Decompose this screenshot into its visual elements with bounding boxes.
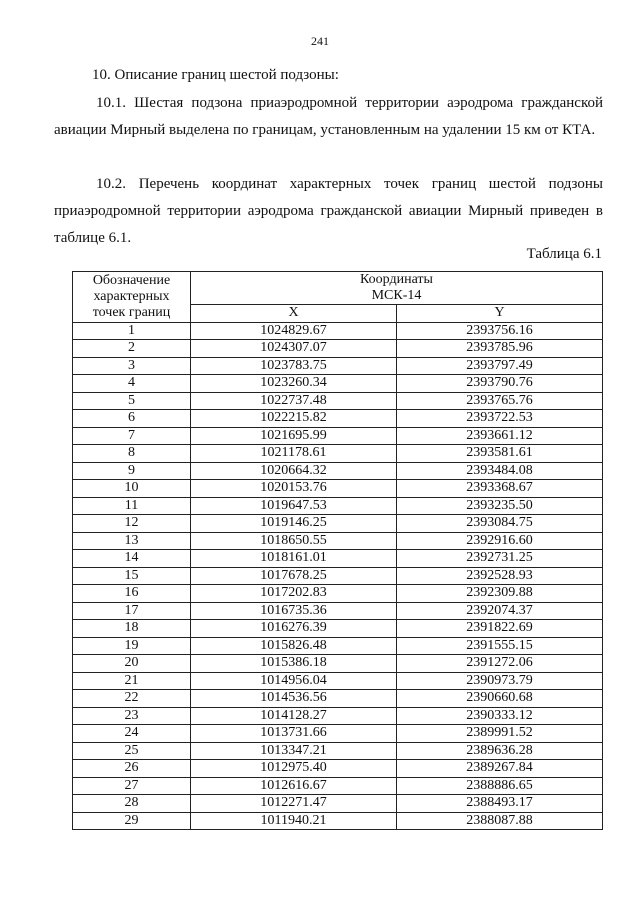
point-number-cell: 16	[73, 585, 191, 603]
point-number-cell: 1	[73, 322, 191, 340]
x-coordinate-cell: 1016735.36	[191, 602, 397, 620]
y-coordinate-cell: 2389267.84	[397, 760, 603, 778]
table-row	[73, 707, 603, 725]
y-coordinate-cell: 2391272.06	[397, 655, 603, 673]
x-coordinate-cell: 1021695.99	[191, 427, 397, 445]
y-coordinate-cell: 2388087.88	[397, 812, 603, 830]
point-number-cell: 28	[73, 795, 191, 813]
point-number-cell: 14	[73, 550, 191, 568]
table-row	[73, 392, 603, 410]
x-coordinate-cell: 1022215.82	[191, 410, 397, 428]
col-y-header: Y	[397, 305, 603, 323]
y-coordinate-cell: 2391555.15	[397, 637, 603, 655]
point-number-cell: 2	[73, 340, 191, 358]
point-number-cell: 4	[73, 375, 191, 393]
y-coordinate-cell: 2392731.25	[397, 550, 603, 568]
x-coordinate-cell: 1020153.76	[191, 480, 397, 498]
x-coordinate-cell: 1012616.67	[191, 777, 397, 795]
table-row	[73, 410, 603, 428]
table-row	[73, 742, 603, 760]
table-row	[73, 637, 603, 655]
table-header-row	[73, 272, 603, 305]
x-coordinate-cell: 1022737.48	[191, 392, 397, 410]
paragraph-10-2: 10.2. Перечень координат характерных точек границ шестой подзоны приаэродромной территории аэродрома гражданской авиации Мирный приведен в таблице 6.1.	[54, 176, 603, 246]
x-coordinate-cell: 1015386.18	[191, 655, 397, 673]
table-row	[73, 812, 603, 830]
x-coordinate-cell: 1018161.01	[191, 550, 397, 568]
point-number-cell: 6	[73, 410, 191, 428]
table-row	[73, 760, 603, 778]
point-number-cell: 27	[73, 777, 191, 795]
table-row	[73, 445, 603, 463]
point-number-cell: 24	[73, 725, 191, 743]
point-number-cell: 3	[73, 357, 191, 375]
x-coordinate-cell: 1024829.67	[191, 322, 397, 340]
table-row	[73, 690, 603, 708]
point-number-cell: 26	[73, 760, 191, 778]
table-row	[73, 620, 603, 638]
x-coordinate-cell: 1014128.27	[191, 707, 397, 725]
point-number-cell: 17	[73, 602, 191, 620]
x-coordinate-cell: 1019647.53	[191, 497, 397, 515]
y-coordinate-cell: 2393722.53	[397, 410, 603, 428]
point-number-cell: 9	[73, 462, 191, 480]
x-coordinate-cell: 1016276.39	[191, 620, 397, 638]
x-coordinate-cell: 1023783.75	[191, 357, 397, 375]
x-coordinate-cell: 1011940.21	[191, 812, 397, 830]
x-coordinate-cell: 1024307.07	[191, 340, 397, 358]
point-number-cell: 5	[73, 392, 191, 410]
point-number-cell: 19	[73, 637, 191, 655]
table-row	[73, 602, 603, 620]
table-row	[73, 585, 603, 603]
y-coordinate-cell: 2393235.50	[397, 497, 603, 515]
y-coordinate-cell: 2392916.60	[397, 532, 603, 550]
x-coordinate-cell: 1023260.34	[191, 375, 397, 393]
x-coordinate-cell: 1018650.55	[191, 532, 397, 550]
x-coordinate-cell: 1021178.61	[191, 445, 397, 463]
x-coordinate-cell: 1014536.56	[191, 690, 397, 708]
point-number-cell: 12	[73, 515, 191, 533]
point-number-cell: 29	[73, 812, 191, 830]
x-coordinate-cell: 1012975.40	[191, 760, 397, 778]
col-points-header-line: Обозначение	[92, 272, 171, 288]
table-caption: Таблица 6.1	[526, 246, 602, 262]
point-number-cell: 25	[73, 742, 191, 760]
coordinates-table	[72, 271, 603, 830]
y-coordinate-cell: 2391822.69	[397, 620, 603, 638]
col-points-header-line: точек границ	[92, 304, 171, 320]
table-row	[73, 725, 603, 743]
y-coordinate-cell: 2388886.65	[397, 777, 603, 795]
y-coordinate-cell: 2389991.52	[397, 725, 603, 743]
y-coordinate-cell: 2393790.76	[397, 375, 603, 393]
y-coordinate-cell: 2390333.12	[397, 707, 603, 725]
table-row	[73, 655, 603, 673]
x-coordinate-cell: 1020664.32	[191, 462, 397, 480]
table-row	[73, 340, 603, 358]
col-points-header	[73, 272, 191, 323]
y-coordinate-cell: 2390660.68	[397, 690, 603, 708]
x-coordinate-cell: 1019146.25	[191, 515, 397, 533]
y-coordinate-cell: 2393084.75	[397, 515, 603, 533]
point-number-cell: 7	[73, 427, 191, 445]
table-row	[73, 795, 603, 813]
point-number-cell: 11	[73, 497, 191, 515]
y-coordinate-cell: 2393765.76	[397, 392, 603, 410]
table-row	[73, 550, 603, 568]
table-row	[73, 427, 603, 445]
y-coordinate-cell: 2392309.88	[397, 585, 603, 603]
y-coordinate-cell: 2393368.67	[397, 480, 603, 498]
table-row	[73, 322, 603, 340]
point-number-cell: 8	[73, 445, 191, 463]
y-coordinate-cell: 2392528.93	[397, 567, 603, 585]
point-number-cell: 10	[73, 480, 191, 498]
table-row	[73, 462, 603, 480]
point-number-cell: 21	[73, 672, 191, 690]
table-row	[73, 567, 603, 585]
table-row	[73, 357, 603, 375]
coords-header-line: МСК-14	[371, 288, 422, 303]
x-coordinate-cell: 1017202.83	[191, 585, 397, 603]
point-number-cell: 18	[73, 620, 191, 638]
coords-header-line: Координаты	[360, 272, 433, 287]
point-number-cell: 13	[73, 532, 191, 550]
y-coordinate-cell: 2393797.49	[397, 357, 603, 375]
table-row	[73, 375, 603, 393]
table-row	[73, 532, 603, 550]
y-coordinate-cell: 2389636.28	[397, 742, 603, 760]
x-coordinate-cell: 1014956.04	[191, 672, 397, 690]
y-coordinate-cell: 2393756.16	[397, 322, 603, 340]
col-x-header: X	[191, 305, 397, 323]
y-coordinate-cell: 2393785.96	[397, 340, 603, 358]
table-row	[73, 515, 603, 533]
y-coordinate-cell: 2393661.12	[397, 427, 603, 445]
y-coordinate-cell: 2393581.61	[397, 445, 603, 463]
point-number-cell: 15	[73, 567, 191, 585]
y-coordinate-cell: 2388493.17	[397, 795, 603, 813]
table-row	[73, 497, 603, 515]
point-number-cell: 22	[73, 690, 191, 708]
section-title: 10. Описание границ шестой подзоны:	[92, 67, 339, 83]
point-number-cell: 20	[73, 655, 191, 673]
table-row	[73, 777, 603, 795]
point-number-cell: 23	[73, 707, 191, 725]
x-coordinate-cell: 1015826.48	[191, 637, 397, 655]
table-row	[73, 672, 603, 690]
y-coordinate-cell: 2392074.37	[397, 602, 603, 620]
coords-header	[191, 272, 603, 305]
paragraph-10-1: 10.1. Шестая подзона приаэродромной территории аэродрома гражданской авиации Мирный выделена по границам, установленным на удалении 15 км от КТА.	[54, 95, 603, 138]
page-number: 241	[311, 34, 329, 48]
table-row	[73, 480, 603, 498]
x-coordinate-cell: 1013731.66	[191, 725, 397, 743]
y-coordinate-cell: 2390973.79	[397, 672, 603, 690]
col-points-header-line: характерных	[93, 288, 170, 304]
x-coordinate-cell: 1013347.21	[191, 742, 397, 760]
y-coordinate-cell: 2393484.08	[397, 462, 603, 480]
x-coordinate-cell: 1012271.47	[191, 795, 397, 813]
x-coordinate-cell: 1017678.25	[191, 567, 397, 585]
